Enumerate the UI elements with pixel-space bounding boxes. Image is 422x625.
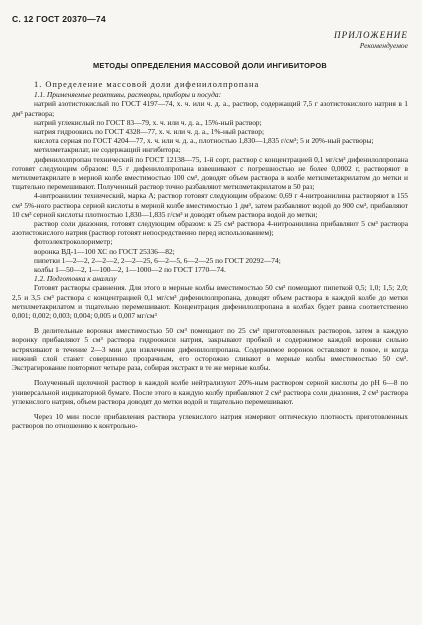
section-heading: 1. Определение массовой доли дифенилолпропана <box>34 80 260 89</box>
paragraph-photocolorimeter: фотоэлектроколориметр; <box>34 237 113 247</box>
paragraph-sodium-carbonate: натрий углекислый по ГОСТ 83—79, х. ч. или ч. д. а., 15%-ный раствор; <box>34 117 262 127</box>
paragraph-neutralize: Полученный щелочной раствор в каждой колбе нейтрализуют 20%-ным раствором серной кислоты до pH 6—8 по универсальной индикаторной бумаге. После этого в каждую колбу прибавляют 2 см³ раствора соли диазония, 2 см³ раствора углекислого натрия, объем раствора доводят до метки водой и тщательно перемешивают. <box>12 378 408 406</box>
page-header: С. 12 ГОСТ 20370—74 <box>12 14 106 24</box>
paragraph-nitroaniline: 4-нитроанилин технический, марка А; раствор готовят следующим образом: 0,69 г 4-нитроанилина растворяют в 155 см³ 5%-ного раствора серной кислоты в мерной колбе вместимостью 1 дм³, затем разбавляют водой до 900 см³, прибавляют 10 см³ серной кислоты плотностью 1,830—1,835 г/см³ и доводят объем раствора водой до метки; <box>12 191 408 219</box>
paragraph-sulfuric-acid: кислота серная по ГОСТ 4204—77, х. ч. или ч. д. а., плотностью 1,830—1,835 г/см³; 5 и 20%-ный растворы; <box>34 136 374 146</box>
paragraph-funnels: В делительные воронки вместимостью 50 см³ помещают по 25 см³ приготовленных растворов, затем в каждую воронку прибавляют 5 см³ раствора гидроокиси натрия, закрывают пробкой и содержимое каждой воронки сильно встряхивают в течение 2—3 мин для извлечения дифенилолпропана. Содержимое воронок оставляют в покое, и когда нижний слой станет совершенно прозрачным, его осторожно сливают в мерные колбы вместимостью 50 см³. Экстрагирование повторяют четыре раза, собирая экстракт в те же мерные колбы. <box>12 326 408 373</box>
subsection-heading: 1.1. Применяемые реактивы, растворы, приборы и посуда: <box>34 90 222 100</box>
paragraph-diphenylolpropane: дифенилолпропан технический по ГОСТ 12138—75, 1-й сорт, раствор с концентрацией 0,1 мг/см³ дифенилолпропана готовят следующим образом: 0,5 г дифенилолпропана взвешивают с погрешностью не более 0,0002 г, растворяют в метилметакрилате в мерной колбе вместимостью 100 см³, доводят объем раствора в колбе метилметакрилатом до метки и тщательно перемешивают. Полученный раствор точно разбавляют метилметакрилатом в 50 раз; <box>12 154 408 192</box>
paragraph-sodium-hydroxide: натрия гидроокись по ГОСТ 4328—77, х. ч. или ч. д. а., 1%-ный раствор; <box>34 127 265 137</box>
document-body <box>12 80 408 430</box>
appendix-note: Рекомендуемое <box>359 41 408 50</box>
paragraph-flasks: колбы 1—50—2, 1—100—2, 1—1000—2 по ГОСТ 1770—74. <box>34 265 226 275</box>
subsection-heading: 1.2. Подготовка к анализу <box>34 274 117 284</box>
paragraph-comparison: Готовят растворы сравнения. Для этого в мерные колбы вместимостью 50 см³ помещают пипеткой 0,5; 1,0; 1,5; 2,0; 2,5 и 3,5 см³ раствора с концентрацией 0,1 мг/см³ дифенилолпропана, доводят объем раствора в каждой колбе до метки метилметакрилатом и тщательно перемешивают. Концентрация дифенилолпропана в колбах будет равна соответственно 0,001; 0,002; 0,003; 0,004; 0,005 и 0,007 мг/см³ <box>12 283 408 321</box>
paragraph-pipettes: пипетки 1—2—2, 2—2—2, 2—2—25, 6—2—5, 6—2—25 по ГОСТ 20292—74; <box>34 255 281 265</box>
document-title: МЕТОДЫ ОПРЕДЕЛЕНИЯ МАССОВОЙ ДОЛИ ИНГИБИТОРОВ <box>92 61 328 70</box>
appendix-label: ПРИЛОЖЕНИЕ <box>334 30 408 40</box>
paragraph-methacrylate: метилметакрилат, не содержащий ингибитора; <box>34 145 181 155</box>
paragraph-funnel: воронка ВД-1—100 ХС по ГОСТ 25336—82; <box>34 246 175 256</box>
paragraph-diazonium: раствор соли диазония, готовят следующим образом: к 25 см³ раствора 4-нитроанилина прибавляют 5 см³ раствора азотистокислого натрия (раствор готовят непосредственно перед использованием); <box>12 219 408 238</box>
paragraph-optical: Через 10 мин после прибавления раствора углекислого натрия измеряют оптическую плотность приготовленных растворов по отношению к контрольно- <box>12 411 408 431</box>
paragraph-sodium-nitrite: натрий азотистокислый по ГОСТ 4197—74, х. ч. или ч. д. а., раствор, содержащий 7,5 г азотистокислого натрия в 1 дм³ раствора; <box>12 99 408 118</box>
